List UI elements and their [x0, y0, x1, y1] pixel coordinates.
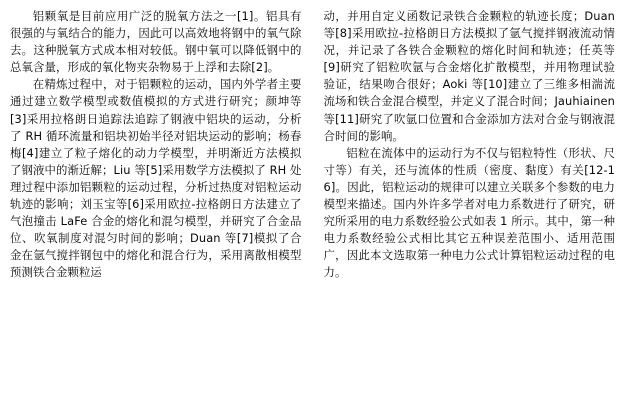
paragraph: 动，并用自定义函数记录铁合金颗粒的轨迹长度；Duan 等[8]采用欧拉-拉格朗日方法模拟了氩气搅拌钢液流动情况，并记录了各铁合金颗粒的熔化时间和轨迹；任英等[9]研究了铝粒吹氩与合金熔化扩散模型，并用物理试验验证，结果吻合很好；Aoki 等[10]建立了三维多相湍流流场和铁合金混合模型，并定义了混合时间；Jauhiainen 等[11]研究了吹氩口位置和合金添加方法对合金与钢液混合时间的影响。 — [323, 9, 615, 143]
right-column — [324, 8, 616, 400]
paragraph: 铝颗氧是目前应用广泛的脱氧方法之一[1]。铝具有很强的与氧结合的能力，因此可以高效地将钢中的氧气除去。这种脱氧方式成本相对较低。钢中氧可以降低钢中的总氧含量，形成的氧化物夹杂物易于上浮和去除[2]。 — [10, 9, 302, 75]
two-column-body — [10, 8, 615, 400]
paragraph: 铝粒在流体中的运动行为不仅与铝粒特性（形状、尺寸等）有关，还与流体的性质（密度、黏度）有关[12-16]。因此，铝粒运动的规律可以建立关联多个参数的电力模型来描述。国内外许多学者对电力系数进行了研究，研究所采用的电力系数经验公式如表 1 所示。其中，第一种电力系数经验公式相比其它五种误差范围小、适用范围广，因此本文选取第一种电力公式计算铝粒运动过程的电力。 — [323, 145, 615, 280]
left-column — [10, 8, 302, 400]
paragraph: 在精炼过程中，对于铝颗粒的运动，国内外学者主要通过建立数学模型或数值模拟的方式进行研究；颜坤等[3]采用拉格朗日追踪法追踪了钢液中铝块的运动，分析了 RH 循环流量和铝块初始半径对铝块运动的影响；杨春梅[4]建立了粒子熔化的动力学模型，并明渐近方法模拟了钢液中的渐近解；Liu 等[5]采用数学方法模拟了 RH 处理过程中添加铝颗粒的运动过程，分析过热度对铝粒运动轨迹的影响；刘玉宝等[6]采用欧拉-拉格朗日方法建立了气泡撞击 LaFe 合金的熔化和混匀模型，并研究了合金品位、吹氧制度对混匀时间的影响；Duan 等[7]模拟了合金在氩气搅拌钢包中的熔化和混合行为，采用离散相模型预测铁合金颗粒运 — [10, 77, 302, 280]
